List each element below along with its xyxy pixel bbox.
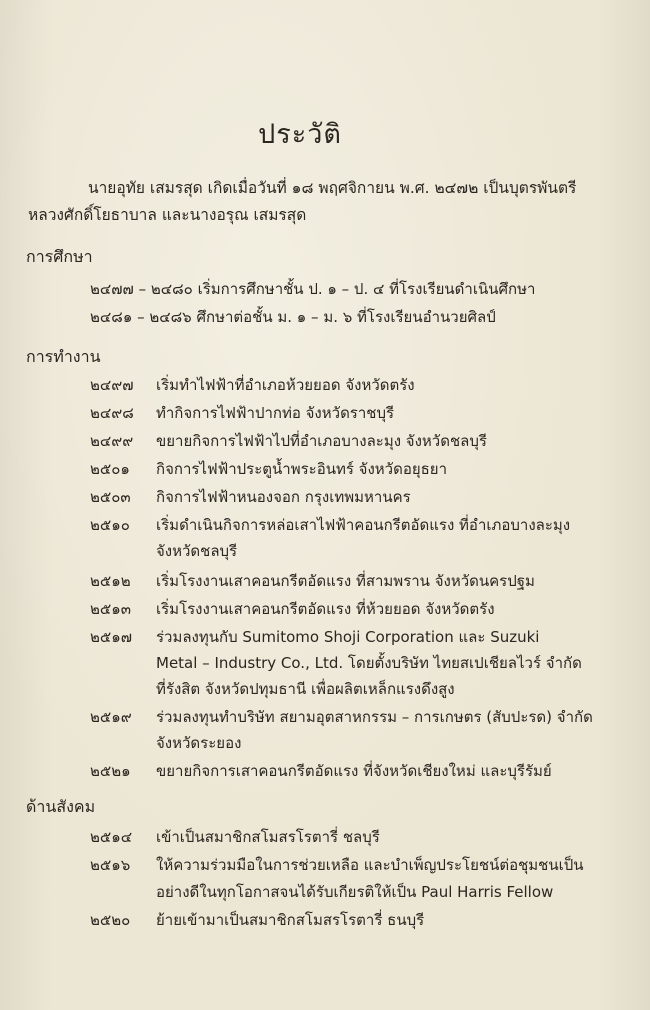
work-text: ขยายกิจการไฟฟ้าไปที่อำเภอบางละมุง จังหวัดชลบุรี — [156, 432, 487, 450]
education-item-text: ๒๔๘๑ – ๒๔๘๖ ศึกษาต่อชั้น ม. ๑ – ม. ๖ ที่โรงเรียนอำนวยศิลป์ — [90, 308, 496, 326]
work-text: ขยายกิจการเสาคอนกรีตอัดแรง ที่จังหวัดเชียงใหม่ และบุรีรัมย์ — [156, 762, 552, 780]
work-year: ๒๕๑๒ — [90, 572, 131, 590]
work-year: ๒๔๙๘ — [90, 404, 134, 422]
work-text: เริ่มโรงงานเสาคอนกรีตอัดแรง ที่สามพราน จังหวัดนครปฐม — [156, 572, 535, 590]
education-item-text: ๒๔๗๗ – ๒๔๘๐ เริ่มการศึกษาชั้น ป. ๑ – ป. ๔ ที่โรงเรียนดำเนินศึกษา — [90, 280, 536, 298]
social-text: เข้าเป็นสมาชิกสโมสรโรตารี่ ชลบุรี — [156, 828, 380, 846]
social-year: ๒๕๑๖ — [90, 856, 131, 874]
work-text: เริ่มโรงงานเสาคอนกรีตอัดแรง ที่ห้วยยอด จังหวัดตรัง — [156, 600, 495, 618]
page-title: ประวัติ — [258, 119, 342, 150]
work-year: ๒๕๑๗ — [90, 628, 133, 646]
work-year: ๒๕๐๑ — [90, 460, 130, 478]
social-text: อย่างดีในทุกโอกาสจนได้รับเกียรติให้เป็น Paul Harris Fellow — [156, 883, 554, 901]
work-text: Metal – Industry Co., Ltd. โดยตั้งบริษัท ไทยสเปเชียลไวร์ จำกัด — [156, 654, 582, 672]
section-heading-social: ด้านสังคม — [26, 797, 96, 816]
work-year: ๒๔๙๙ — [90, 432, 134, 450]
work-year: ๒๕๐๓ — [90, 488, 131, 506]
social-text: ให้ความร่วมมือในการช่วยเหลือ และบำเพ็ญประโยชน์ต่อชุมชนเป็น — [156, 856, 584, 874]
work-text: จังหวัดระยอง — [156, 734, 242, 752]
work-text: เริ่มทำไฟฟ้าที่อำเภอห้วยยอด จังหวัดตรัง — [156, 376, 415, 394]
work-text: กิจการไฟฟ้าประตูน้ำพระอินทร์ จังหวัดอยุธยา — [156, 460, 447, 478]
education-item — [90, 277, 590, 302]
work-text: ที่รังสิต จังหวัดปทุมธานี เพื่อผลิตเหล็กแรงดึงสูง — [156, 680, 455, 698]
work-year: ๒๔๙๗ — [90, 376, 134, 394]
work-text: ทำกิจการไฟฟ้าปากท่อ จังหวัดราชบุรี — [156, 404, 395, 422]
education-item — [90, 305, 590, 330]
work-year: ๒๕๑๐ — [90, 516, 130, 534]
section-heading-education: การศึกษา — [26, 247, 93, 266]
work-text: ร่วมลงทุนทำบริษัท สยามอุตสาหกรรม – การเกษตร (สับปะรด) จำกัด — [156, 708, 593, 726]
section-heading-work: การทำงาน — [26, 347, 101, 366]
work-year: ๒๕๑๓ — [90, 600, 132, 618]
social-text: ย้ายเข้ามาเป็นสมาชิกสโมสรโรตารี่ ธนบุรี — [156, 911, 425, 929]
social-year: ๒๕๒๐ — [90, 911, 131, 929]
work-text: ร่วมลงทุนกับ Sumitomo Shoji Corporation และ Suzuki — [156, 628, 540, 646]
work-text: กิจการไฟฟ้าหนองจอก กรุงเทพมหานคร — [156, 488, 411, 506]
work-year: ๒๕๒๑ — [90, 762, 131, 780]
intro-line: นายอุทัย เสมรสุด เกิดเมื่อวันที่ ๑๘ พฤศจิกายน พ.ศ. ๒๔๗๒ เป็นบุตรพันตรี — [88, 179, 577, 197]
work-year: ๒๕๑๙ — [90, 708, 132, 726]
intro-line: หลวงศักดิ์โยธาบาล และนางอรุณ เสมรสุด — [28, 206, 307, 224]
intro-paragraph — [28, 175, 600, 229]
work-text: จังหวัดชลบุรี — [156, 542, 238, 560]
social-year: ๒๕๑๔ — [90, 828, 133, 846]
work-text: เริ่มดำเนินกิจการหล่อเสาไฟฟ้าคอนกรีตอัดแรง ที่อำเภอบางละมุง — [156, 516, 571, 534]
